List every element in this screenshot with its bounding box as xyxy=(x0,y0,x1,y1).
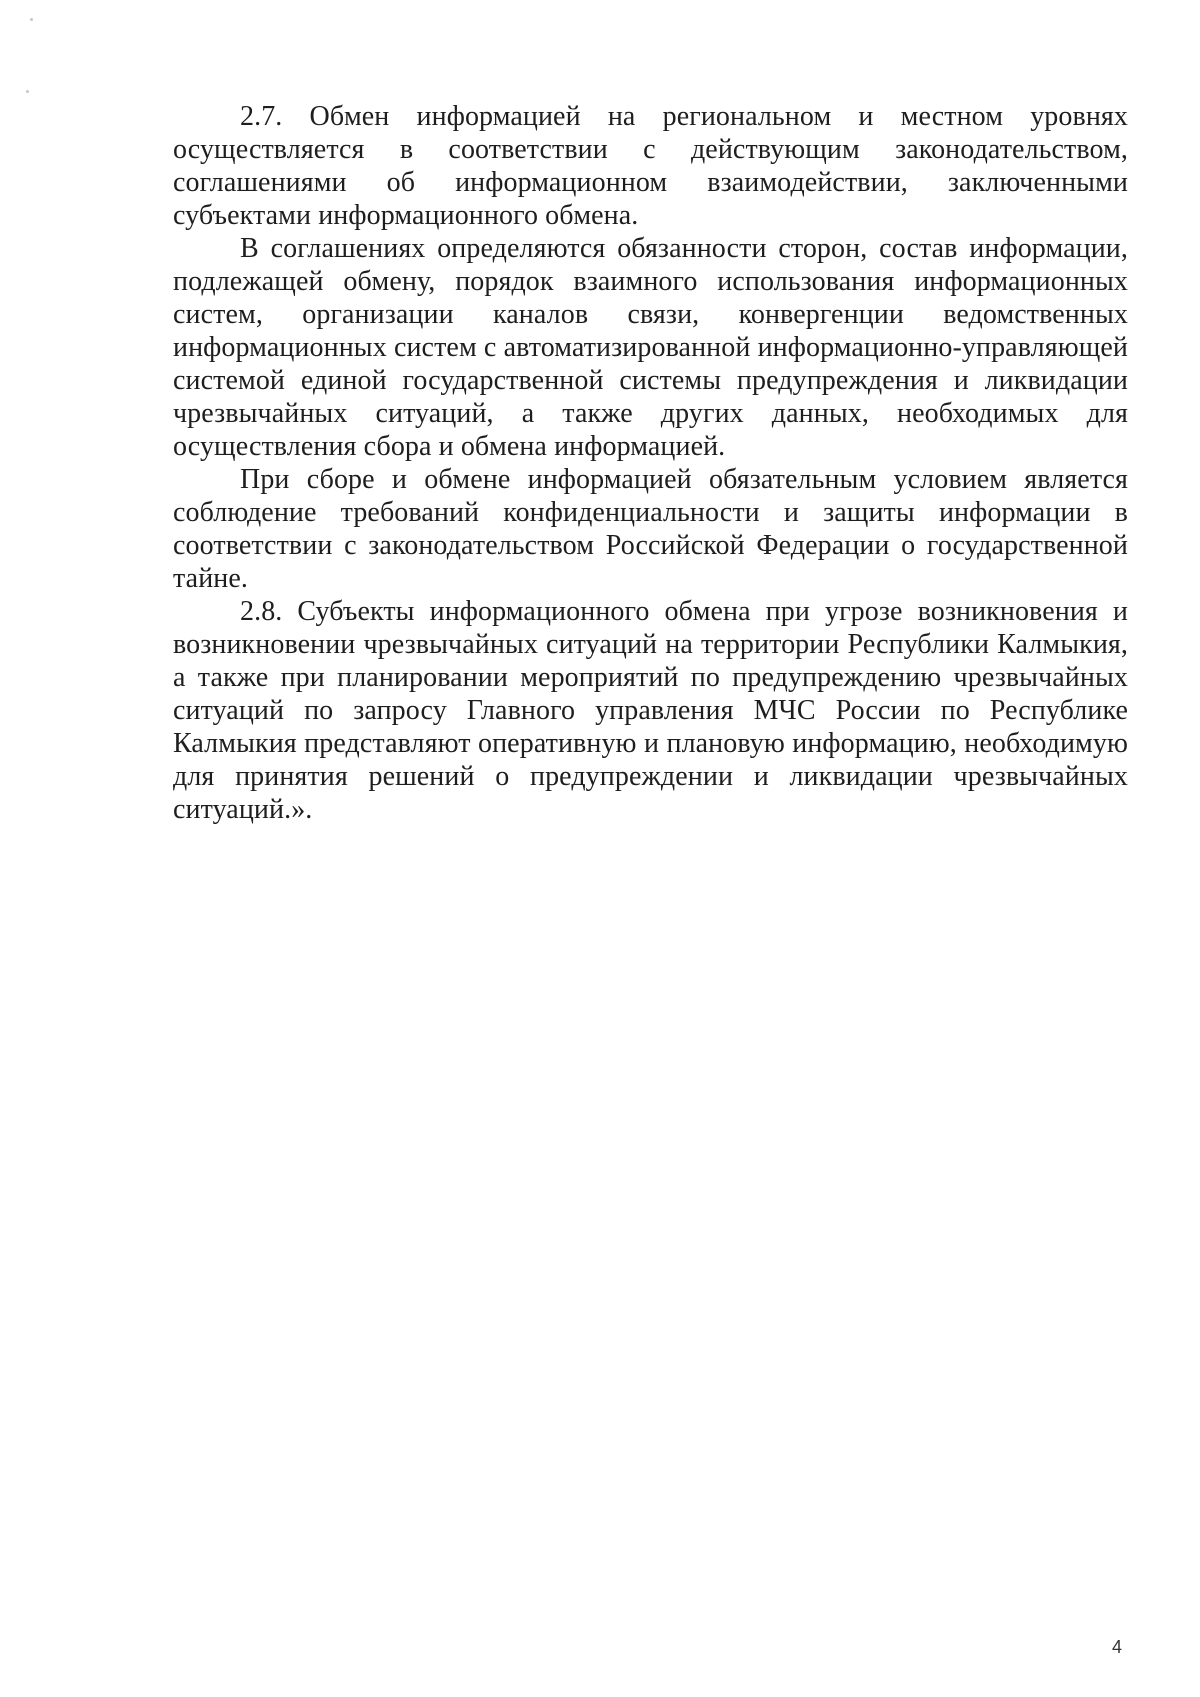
scan-speck xyxy=(26,90,29,93)
paragraph-confidentiality: При сборе и обмене информацией обязательным условием является соблюдение требований конфиденциальности и защиты информации в соответствии с законодательством Российской Федерации о государственной тайне. xyxy=(173,464,1128,594)
document-body xyxy=(173,100,1128,826)
paragraph-agreements: В соглашениях определяются обязанности сторон, состав информации, подлежащей обмену, порядок взаимного использования информационных систем, организации каналов связи, конвергенции ведомственных информационных систем с автоматизированной информационно-управляющей системой единой государственной системы предупреждения и ликвидации чрезвычайных ситуаций, а также других данных, необходимых для осуществления сбора и обмена информацией. xyxy=(173,233,1128,462)
scan-speck xyxy=(30,18,33,21)
paragraph-2-7: 2.7. Обмен информацией на региональном и местном уровнях осуществляется в соответствии с действующим законодательством, соглашениями об информационном взаимодействии, заключенными субъектами информационного обмена. xyxy=(173,101,1128,231)
paragraph-2-8: 2.8. Субъекты информационного обмена при угрозе возникновения и возникновении чрезвычайных ситуаций на территории Республики Калмыкия, а также при планировании мероприятий по предупреждению чрезвычайных ситуаций по запросу Главного управления МЧС России по Республике Калмыкия представляют оперативную и плановую информацию, необходимую для принятия решений о предупреждении и ликвидации чрезвычайных ситуаций.». xyxy=(173,596,1128,825)
page-number: 4 xyxy=(1112,1637,1123,1657)
